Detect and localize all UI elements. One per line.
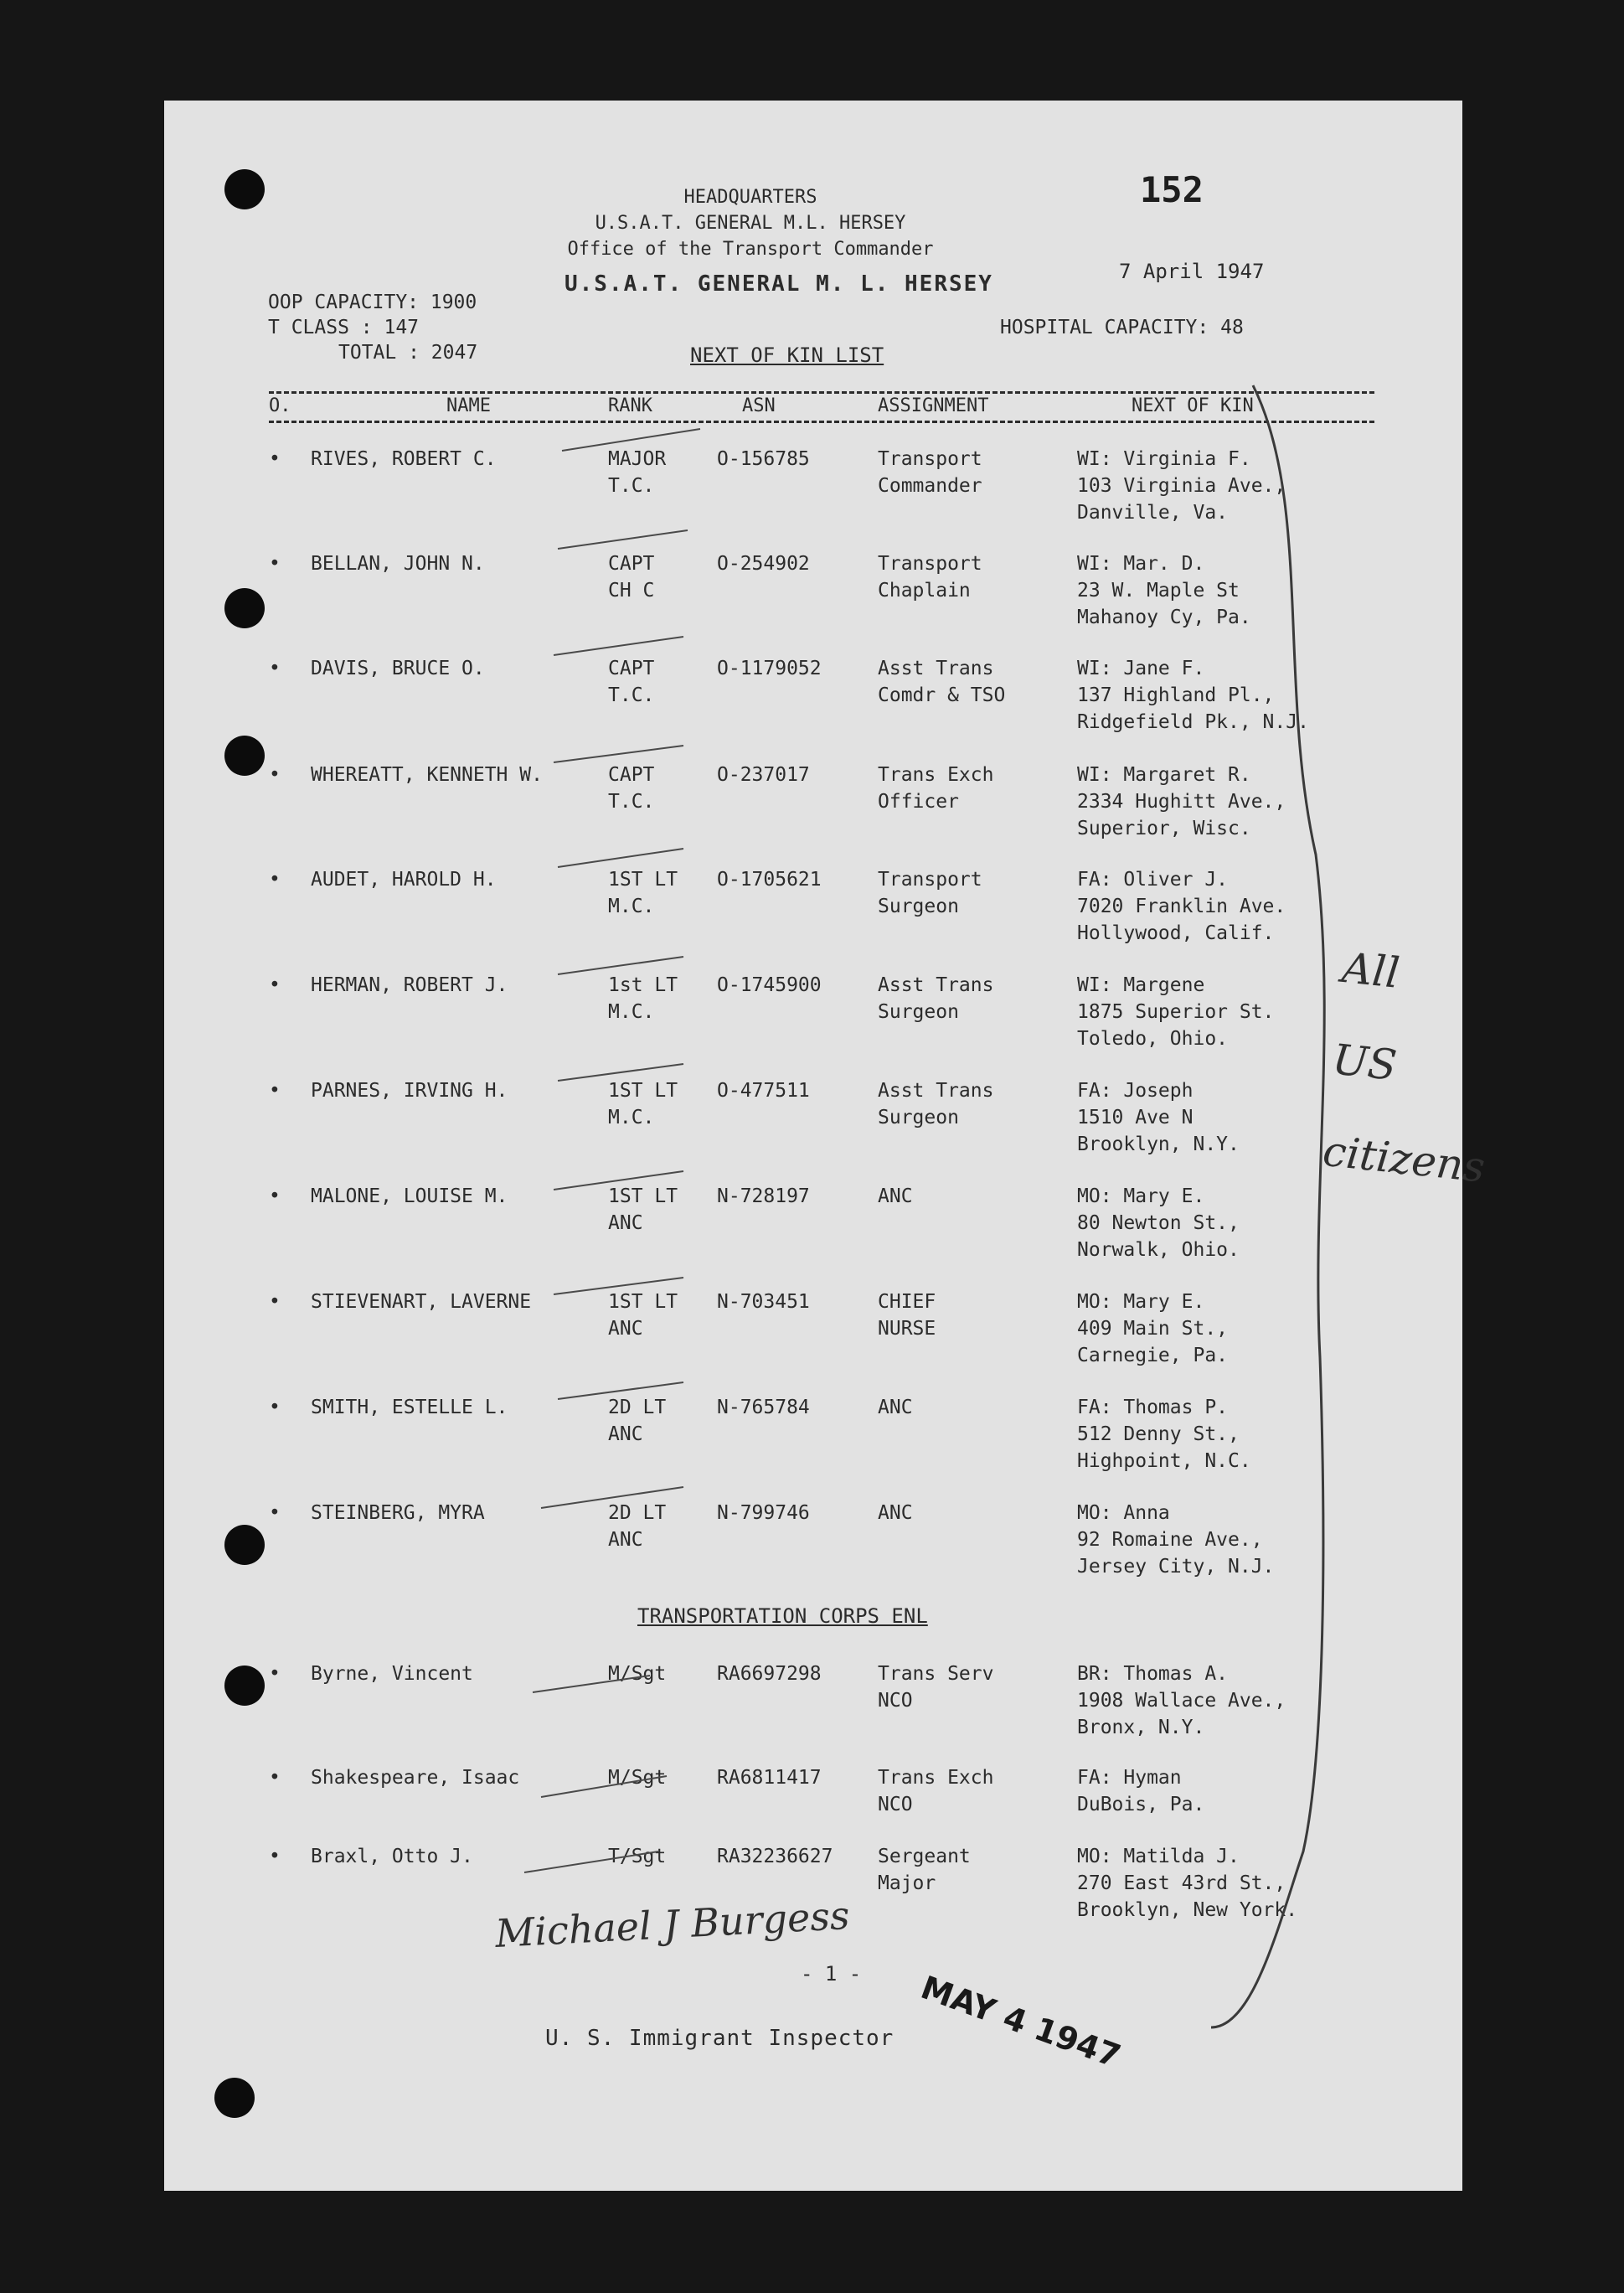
row-name: PARNES, IRVING H. [311, 1080, 508, 1102]
row-asn: RA6697298 [717, 1663, 822, 1685]
row-asn: O-237017 [717, 764, 810, 786]
header-line1: HEADQUARTERS [683, 187, 817, 208]
row-rank: CAPT T.C. [608, 658, 655, 706]
row-next-of-kin: MO: Mary E. 409 Main St., Carnegie, Pa. [1077, 1291, 1229, 1366]
row-assignment: Trans Serv NCO [878, 1663, 994, 1712]
row-assignment: Sergeant Major [878, 1846, 971, 1894]
row-next-of-kin: FA: Oliver J. 7020 Franklin Ave. Hollywood, Calif. [1077, 869, 1286, 944]
row-assignment: Asst Trans Surgeon [878, 974, 994, 1023]
col-asn: ASN [742, 395, 776, 416]
row-name: WHEREATT, KENNETH W. [311, 764, 543, 786]
col-assignment: ASSIGNMENT [878, 395, 989, 416]
row-assignment: Asst Trans Comdr & TSO [878, 658, 1006, 706]
row-bullet: • [269, 1080, 281, 1102]
row-name: STIEVENART, LAVERNE [311, 1291, 532, 1313]
annotation-marks [164, 101, 1487, 2191]
row-asn: O-1745900 [717, 974, 822, 996]
row-name: Braxl, Otto J. [311, 1846, 473, 1867]
row-assignment: Transport Chaplain [878, 553, 982, 602]
row-name: AUDET, HAROLD H. [311, 869, 497, 891]
row-assignment: Trans Exch Officer [878, 764, 994, 813]
row-assignment: ANC [878, 1397, 913, 1418]
row-asn: O-1179052 [717, 658, 822, 679]
row-bullet: • [269, 974, 281, 996]
row-next-of-kin: WI: Margaret R. 2334 Hughitt Ave., Superior, Wisc. [1077, 764, 1286, 839]
col-name: NAME [446, 395, 491, 416]
inspector-signature: Michael J Burgess [493, 1892, 851, 1957]
page-number: 152 [1140, 169, 1204, 210]
row-bullet: • [269, 764, 281, 786]
row-rank: 1ST LT ANC [608, 1185, 678, 1234]
row-bullet: • [269, 1185, 281, 1207]
footer-page-number: - 1 - [801, 1962, 862, 1986]
row-rank: 1ST LT M.C. [608, 869, 678, 917]
row-bullet: • [269, 553, 281, 575]
row-bullet: • [269, 869, 281, 891]
row-rank: 2D LT ANC [608, 1502, 667, 1551]
row-asn: N-703451 [717, 1291, 810, 1313]
row-rank: 1ST LT M.C. [608, 1080, 678, 1128]
row-bullet: • [269, 1846, 281, 1867]
col-kin: NEXT OF KIN [1132, 395, 1254, 416]
row-asn: N-765784 [717, 1397, 810, 1418]
row-name: RIVES, ROBERT C. [311, 448, 497, 470]
ship-name: U.S.A.T. GENERAL M. L. HERSEY [565, 271, 993, 297]
row-asn: RA6811417 [717, 1767, 822, 1789]
row-bullet: • [269, 1397, 281, 1418]
row-name: SMITH, ESTELLE L. [311, 1397, 508, 1418]
header-line3: Office of the Transport Commander [567, 239, 934, 260]
header-line2: U.S.A.T. GENERAL M.L. HERSEY [595, 213, 906, 234]
row-next-of-kin: MO: Matilda J. 270 East 43rd St., Brooklyn, New York. [1077, 1846, 1298, 1921]
row-name: Shakespeare, Isaac [311, 1767, 520, 1789]
date-stamp: MAY 4 1947 [915, 1969, 1126, 2075]
document-date: 7 April 1947 [1119, 260, 1265, 283]
row-bullet: • [269, 1291, 281, 1313]
row-assignment: ANC [878, 1502, 913, 1524]
row-asn: O-1705621 [717, 869, 822, 891]
row-asn: O-254902 [717, 553, 810, 575]
row-asn: O-156785 [717, 448, 810, 470]
row-name: Byrne, Vincent [311, 1663, 473, 1685]
document-page [164, 101, 1487, 2191]
row-asn: O-477511 [717, 1080, 810, 1102]
row-rank: CAPT CH C [608, 553, 655, 602]
troop-capacity: OOP CAPACITY: 1900 [268, 292, 477, 313]
row-next-of-kin: FA: Hyman DuBois, Pa. [1077, 1767, 1205, 1815]
row-rank: T/Sgt [608, 1846, 667, 1867]
row-next-of-kin: MO: Anna 92 Romaine Ave., Jersey City, N.J. [1077, 1502, 1275, 1578]
row-name: BELLAN, JOHN N. [311, 553, 485, 575]
col-no: O. [269, 395, 291, 416]
row-assignment: ANC [878, 1185, 913, 1207]
row-rank: 1ST LT ANC [608, 1291, 678, 1340]
inspector-label: U. S. Immigrant Inspector [545, 2026, 894, 2051]
list-title: NEXT OF KIN LIST [690, 343, 884, 367]
margin-note: All US citizens [1320, 943, 1487, 1192]
row-bullet: • [269, 658, 281, 679]
row-next-of-kin: FA: Thomas P. 512 Denny St., Highpoint, N.C. [1077, 1397, 1251, 1472]
row-bullet: • [269, 448, 281, 470]
row-next-of-kin: BR: Thomas A. 1908 Wallace Ave., Bronx, N.Y. [1077, 1663, 1286, 1738]
row-assignment: Transport Commander [878, 448, 982, 497]
row-next-of-kin: WI: Margene 1875 Superior St. Toledo, Ohio. [1077, 974, 1275, 1050]
row-assignment: Transport Surgeon [878, 869, 982, 917]
row-name: HERMAN, ROBERT J. [311, 974, 508, 996]
row-rank: 1st LT M.C. [608, 974, 678, 1023]
row-name: MALONE, LOUISE M. [311, 1185, 508, 1207]
row-bullet: • [269, 1502, 281, 1524]
row-rank: CAPT T.C. [608, 764, 655, 813]
class-count: T CLASS : 147 [268, 317, 420, 338]
row-bullet: • [269, 1663, 281, 1685]
row-asn: N-799746 [717, 1502, 810, 1524]
row-name: DAVIS, BRUCE O. [311, 658, 485, 679]
row-rank: MAJOR T.C. [608, 448, 667, 497]
row-next-of-kin: WI: Jane F. 137 Highland Pl., Ridgefield Pk., N.J. [1077, 658, 1309, 733]
row-name: STEINBERG, MYRA [311, 1502, 485, 1524]
total-count: TOTAL : 2047 [338, 342, 478, 364]
row-assignment: Asst Trans Surgeon [878, 1080, 994, 1128]
row-assignment: Trans Exch NCO [878, 1767, 994, 1815]
hospital-capacity: HOSPITAL CAPACITY: 48 [1000, 317, 1244, 338]
row-asn: N-728197 [717, 1185, 810, 1207]
row-rank: M/Sgt [608, 1767, 667, 1789]
row-rank: 2D LT ANC [608, 1397, 667, 1445]
col-rank: RANK [608, 395, 652, 416]
row-rank: M/Sgt [608, 1663, 667, 1685]
row-assignment: CHIEF NURSE [878, 1291, 936, 1340]
enlisted-heading: TRANSPORTATION CORPS ENL [637, 1604, 928, 1628]
row-bullet: • [269, 1767, 281, 1789]
row-next-of-kin: MO: Mary E. 80 Newton St., Norwalk, Ohio. [1077, 1185, 1240, 1261]
row-next-of-kin: FA: Joseph 1510 Ave N Brooklyn, N.Y. [1077, 1080, 1240, 1155]
row-next-of-kin: WI: Virginia F. 103 Virginia Ave., Danville, Va. [1077, 448, 1286, 524]
row-asn: RA32236627 [717, 1846, 833, 1867]
row-next-of-kin: WI: Mar. D. 23 W. Maple St Mahanoy Cy, Pa. [1077, 553, 1251, 628]
